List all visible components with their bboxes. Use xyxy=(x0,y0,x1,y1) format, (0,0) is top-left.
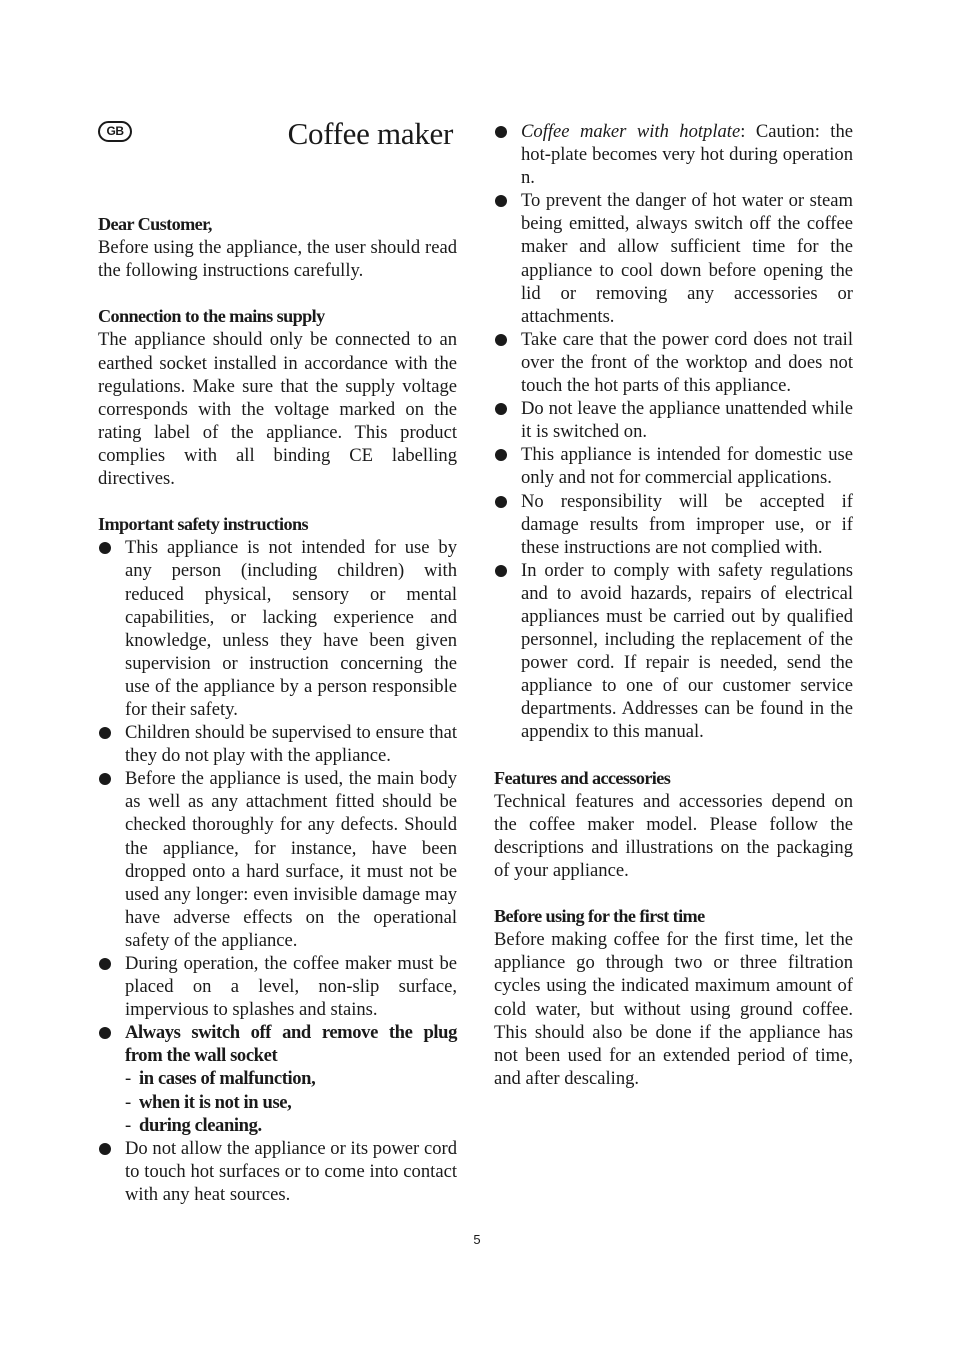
list-item: To prevent the danger of hot water or steam being emitted, always switch off the coffee maker and allow sufficient time for the appliance to cool down before opening the lid or removing any accessories or attachments. xyxy=(494,189,853,328)
bullet-icon xyxy=(495,334,507,346)
list-item: Take care that the power cord does not trail over the front of the worktop and does not touch the hot parts of this appliance. xyxy=(494,328,853,397)
bullet-icon xyxy=(495,195,507,207)
page-title: Coffee maker xyxy=(287,116,453,151)
list-item-unplug xyxy=(98,1021,457,1136)
unplug-cases xyxy=(125,1067,457,1136)
case-item: - when it is not in use, xyxy=(125,1091,292,1113)
bullet-icon xyxy=(495,403,507,415)
first-use-text: Before making coffee for the first time, let the appliance go through two or three filtration cycles using the indicated maximum amount of cold water, but without using ground coffee. This should also be done if the appliance has not been used for an extended period of time, and after descaling. xyxy=(494,929,853,1089)
safety-list xyxy=(98,536,457,1206)
features-text: Technical features and accessories depend on the coffee maker model. Please follow the descriptions and illustrations on the packaging of your appliance. xyxy=(494,790,853,881)
case-item: - during cleaning. xyxy=(125,1114,262,1136)
first-use-heading: Before using for the first time xyxy=(494,906,705,927)
language-badge: GB xyxy=(98,121,132,142)
safety-heading: Important safety instructions xyxy=(98,514,308,535)
list-item: No responsibility will be accepted if damage results from improper use, or if these instructions are not complied with. xyxy=(494,490,853,559)
safety-list-continued xyxy=(494,120,853,744)
case-item: - in cases of malfunction, xyxy=(125,1068,316,1090)
bullet-icon xyxy=(495,565,507,577)
right-column xyxy=(494,120,853,1090)
bullet-icon xyxy=(99,1143,111,1155)
mains-text: The appliance should only be connected to an earthed socket installed in accordance with the regulations. Make sure that the supply voltage corresponds with the voltage marked on the rating label of the appliance. This product complies with all binding CE labelling directives. xyxy=(98,329,457,490)
bullet-icon xyxy=(99,958,111,970)
list-item: This appliance is intended for domestic use only and not for commercial applications. xyxy=(494,443,853,489)
section-dear-customer xyxy=(98,213,457,282)
bullet-icon xyxy=(99,1027,111,1039)
page-number: 5 xyxy=(473,1232,481,1247)
list-item: Before the appliance is used, the main body as well as any attachment fitted should be checked thoroughly for any defects. Should the appliance, for instance, have been dropped onto a hard surface, it must not be used any longer: even invisible damage may have adverse effects on the operational safety of the appliance. xyxy=(98,767,457,952)
bullet-icon xyxy=(495,449,507,461)
features-heading: Features and accessories xyxy=(494,767,671,788)
bullet-icon xyxy=(99,773,111,785)
left-column xyxy=(98,118,457,1206)
header xyxy=(98,118,457,213)
bullet-icon xyxy=(99,542,111,554)
bullet-icon xyxy=(495,496,507,508)
list-item: Do not leave the appliance unattended while it is switched on. xyxy=(494,397,853,443)
mains-heading: Connection to the mains supply xyxy=(98,306,325,327)
dear-heading: Dear Customer, xyxy=(98,214,212,234)
unplug-text: Always switch off and remove the plug from the wall socket xyxy=(125,1022,457,1067)
section-features xyxy=(494,767,853,882)
dear-text: Before using the appliance, the user should read the following instructions carefully. xyxy=(98,237,457,282)
section-safety xyxy=(98,513,457,1206)
list-item: This appliance is not intended for use by any person (including children) with reduced physical, sensory or mental capabilities, or lacking experience and knowledge, unless they have been given supervision or instruction concerning the use of the appliance by a person responsible for their safety. xyxy=(98,536,457,721)
list-item: During operation, the coffee maker must be placed on a level, non-slip surface, impervious to splashes and stains. xyxy=(98,952,457,1021)
section-first-use xyxy=(494,905,853,1090)
section-mains xyxy=(98,305,457,490)
list-item: In order to comply with safety regulations and to avoid hazards, repairs of electrical appliances must be carried out by qualified personnel, including the replacement of the power cord. If repair is needed, send the appliance to one of our customer service departments. Addresses can be found in the appendix to this manual. xyxy=(494,559,853,744)
list-item: Do not allow the appliance or its power cord to touch hot surfaces or to come into contact with any heat sources. xyxy=(98,1137,457,1206)
bullet-icon xyxy=(99,727,111,739)
list-item-hotplate: Coffee maker with hotplate: Caution: the hot-plate becomes very hot during operation n. xyxy=(494,120,853,189)
hotplate-label: Coffee maker with hotplate xyxy=(521,121,741,142)
bullet-icon xyxy=(495,126,507,138)
list-item: Children should be supervised to ensure that they do not play with the appliance. xyxy=(98,721,457,767)
